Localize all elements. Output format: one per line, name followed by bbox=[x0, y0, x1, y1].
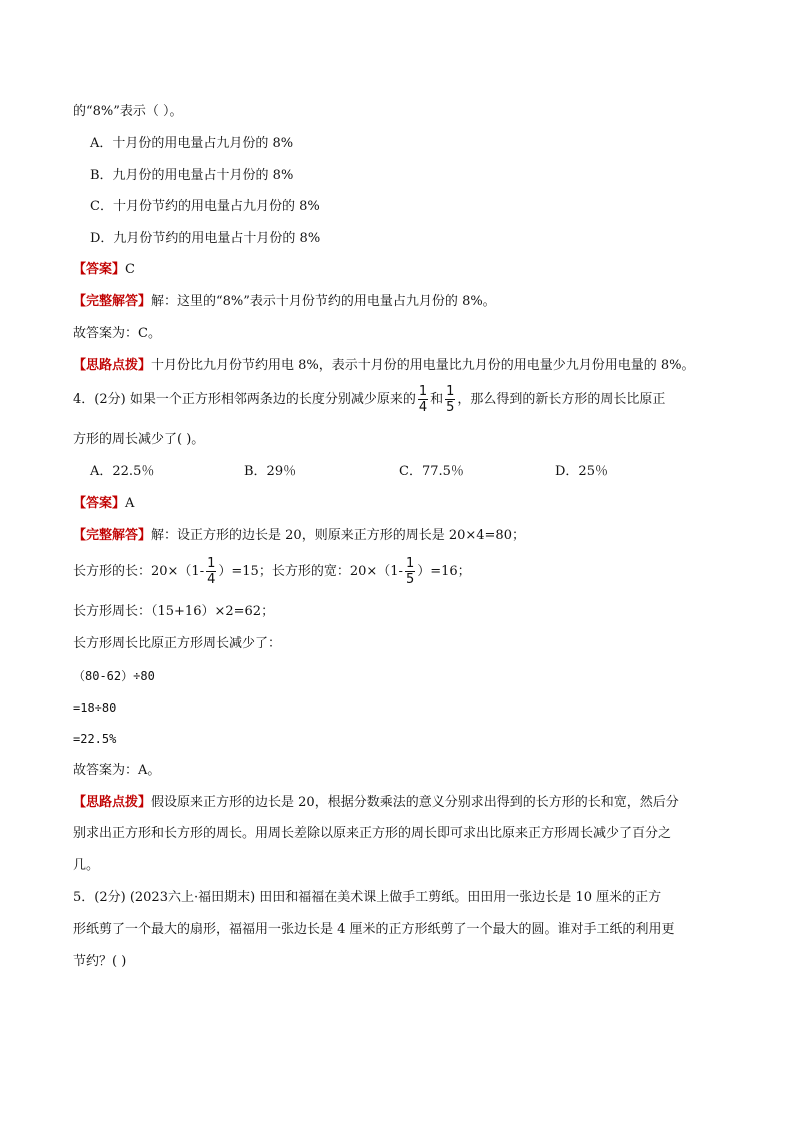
calc-length-a: 长方形的长：20×（1- bbox=[73, 564, 205, 579]
q4-hint-line1 bbox=[73, 793, 734, 813]
q3-stem-tail: 的“8%”表示（ ）。 bbox=[73, 104, 183, 119]
q4-stem-b: ，那么得到的新长方形的周长比原正 bbox=[457, 392, 666, 407]
fraction-denominator: 4 bbox=[207, 572, 216, 587]
q3-option-a: A．十月份的用电量占九月份的 8% bbox=[90, 136, 294, 151]
q4-answer bbox=[73, 494, 734, 514]
fraction-denominator: 5 bbox=[446, 400, 455, 415]
q4-option-a: A．22.5％ bbox=[90, 464, 155, 479]
fraction-one-fourth bbox=[418, 384, 428, 415]
q4-solution bbox=[73, 526, 734, 546]
fraction-denominator: 4 bbox=[418, 400, 428, 415]
answer-tag: 【答案】 bbox=[73, 262, 126, 277]
q3-conclusion: 故答案为：C。 bbox=[73, 326, 161, 341]
q3-option-d: D．九月份节约的用电量占十月份的 8% bbox=[90, 231, 321, 246]
hint-text: 十月份比九月份节约用电 8%，表示十月份的用电量比九月份的用电量少九月份用电量的 8%。 bbox=[151, 358, 695, 373]
answer-tag: 【答案】 bbox=[73, 496, 126, 511]
q4-stem-line2: 方形的周长减少了( )。 bbox=[73, 432, 205, 447]
solution-tag: 【完整解答】 bbox=[73, 294, 152, 309]
q4-hint-line3: 几。 bbox=[73, 858, 100, 873]
hint-tag: 【思路点拨】 bbox=[73, 795, 152, 810]
q4-hint-line2: 别求出正方形和长方形的周长。用周长差除以原来正方形的周长即可求出比原来正方形周长减少了百分之 bbox=[73, 826, 672, 841]
q5-stem-line1: 5．(2分) (2023六上·福田期末) 田田和福福在美术课上做手工剪纸。田田用一张边长是 10 厘米的正方 bbox=[73, 890, 662, 905]
q4-option-d: D．25％ bbox=[555, 464, 608, 479]
q4-option-b: B．29％ bbox=[244, 464, 297, 479]
solution-text: 解：这里的“8%”表示十月份节约的用电量占九月份的 8%。 bbox=[151, 294, 496, 309]
hint-text: 假设原来正方形的边长是 20，根据分数乘法的意义分别求出得到的长方形的长和宽，然后分 bbox=[151, 795, 679, 810]
q4-step-1: （80-62）÷80 bbox=[73, 669, 155, 683]
solution-tag: 【完整解答】 bbox=[73, 528, 152, 543]
fraction-one-fourth bbox=[206, 556, 216, 587]
q4-step-3: =22.5% bbox=[73, 732, 117, 746]
q3-option-b: B．九月份的用电量占十月份的 8% bbox=[90, 168, 294, 183]
q4-rectangle-dimensions bbox=[73, 554, 734, 590]
calc-width-b: ）=16； bbox=[417, 564, 471, 579]
q3-option-c: C．十月份节约的用电量占九月份的 8% bbox=[90, 199, 320, 214]
calc-length-b: ）=15；长方形的宽：20×（1- bbox=[218, 564, 403, 579]
q3-hint bbox=[73, 356, 734, 376]
fraction-numerator: 1 bbox=[405, 556, 415, 571]
q4-stem-line1 bbox=[73, 382, 734, 418]
fraction-numerator: 1 bbox=[446, 384, 455, 399]
fraction-denominator: 5 bbox=[405, 572, 415, 587]
fraction-one-fifth bbox=[445, 384, 455, 415]
fraction-numerator: 1 bbox=[418, 384, 428, 399]
hint-tag: 【思路点拨】 bbox=[73, 358, 152, 373]
fraction-one-fifth bbox=[405, 556, 415, 587]
q5-stem-line2: 形纸剪了一个最大的扇形，福福用一张边长是 4 厘米的正方形纸剪了一个最大的圆。谁对手工纸的利用更 bbox=[73, 922, 675, 937]
fraction-numerator: 1 bbox=[207, 556, 216, 571]
answer-value: A bbox=[125, 496, 135, 511]
q4-stem-a: 4．(2分) 如果一个正方形相邻两条边的长度分别减少原来的 bbox=[73, 392, 416, 407]
q5-stem-line3: 节约？( ) bbox=[73, 954, 127, 969]
q3-answer bbox=[73, 260, 734, 280]
q4-step-2: =18÷80 bbox=[73, 701, 117, 715]
solution-text: 解：设正方形的边长是 20，则原来正方形的周长是 20×4=80； bbox=[151, 528, 525, 543]
q4-stem-and: 和 bbox=[430, 392, 444, 407]
q4-perimeter: 长方形周长：（15+16）×2=62； bbox=[73, 604, 275, 619]
q4-option-c: C．77.5％ bbox=[399, 464, 464, 479]
answer-value: C bbox=[125, 262, 135, 277]
q3-solution bbox=[73, 292, 734, 312]
q4-conclusion: 故答案为：A。 bbox=[73, 763, 161, 778]
q4-reduce-intro: 长方形周长比原正方形周长减少了： bbox=[73, 636, 282, 651]
